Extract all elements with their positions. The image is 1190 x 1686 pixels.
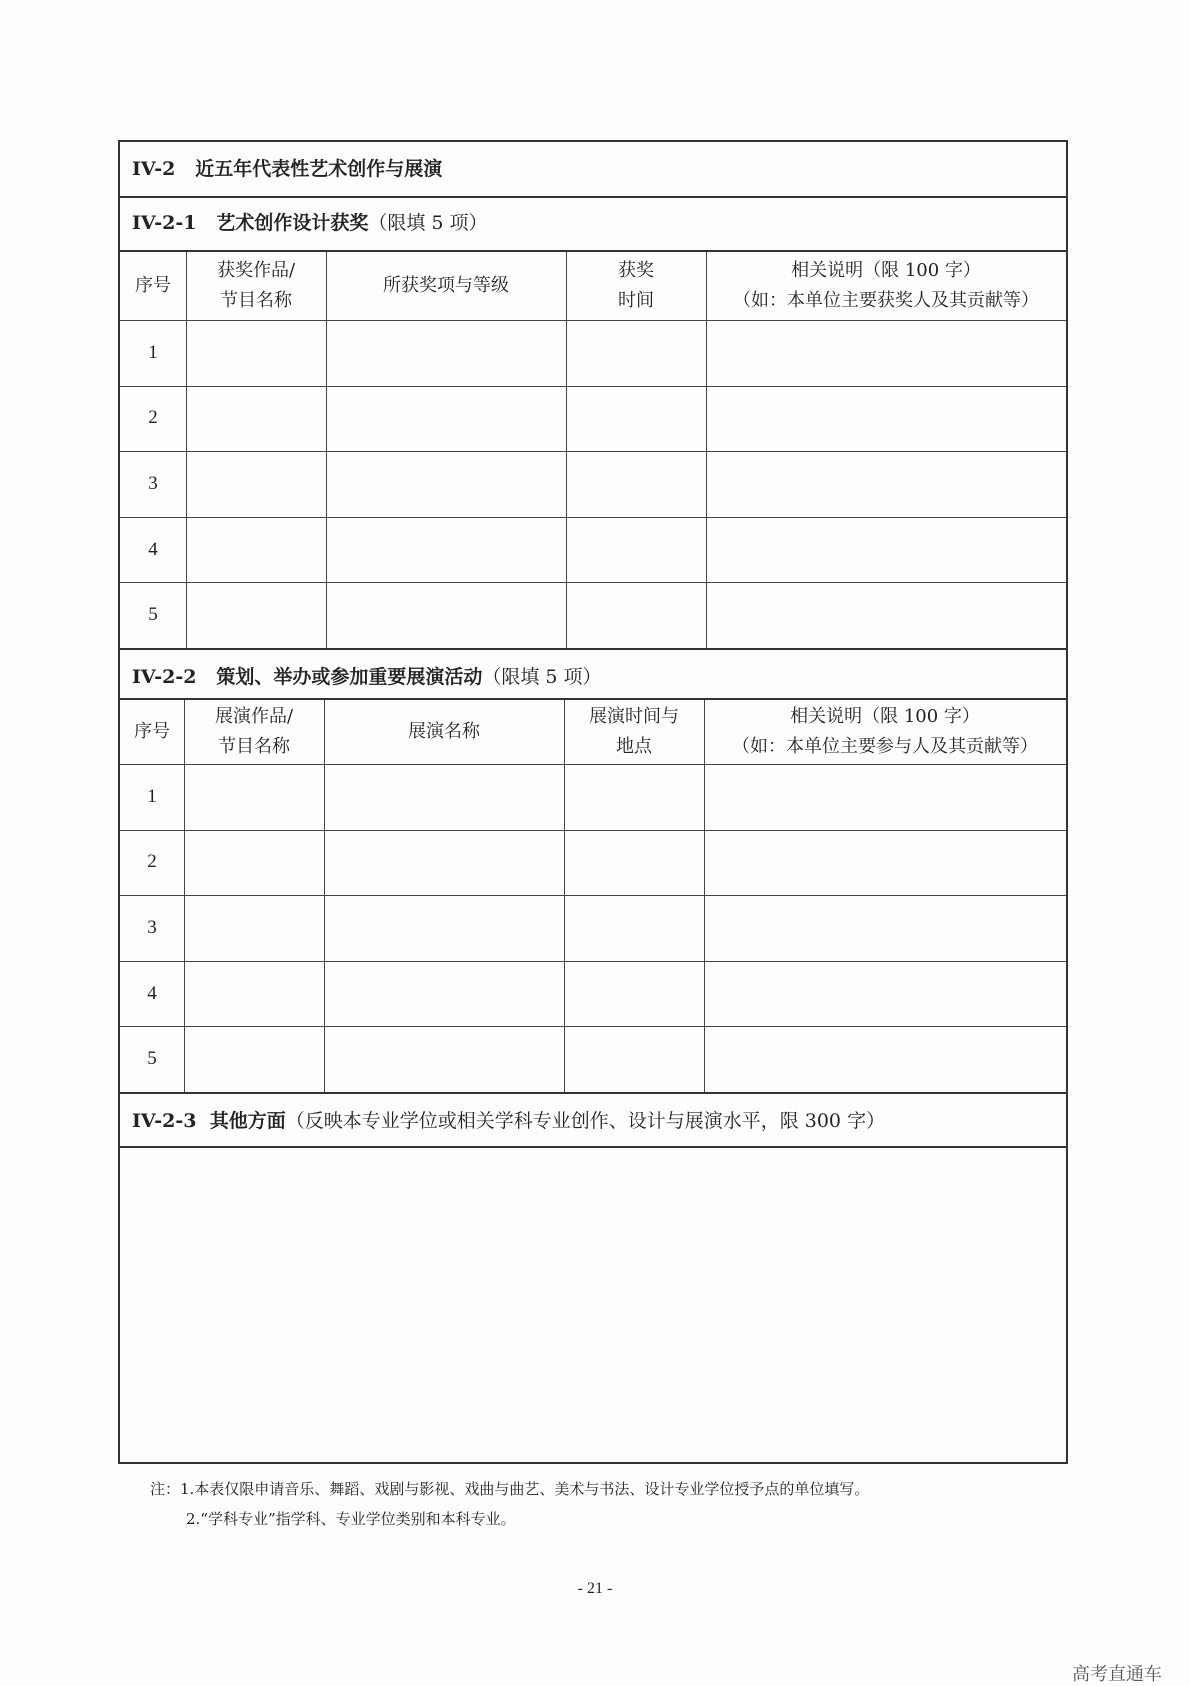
events-fill-cell[interactable] [704,830,1066,896]
divider [120,196,1066,198]
events-header-0: 序号 [134,721,170,742]
awards-header-0: 序号 [135,275,171,296]
awards-title-text: 艺术创作设计获奖 [216,212,369,234]
events-fill-cell[interactable] [324,764,564,830]
awards-fill-cell[interactable] [566,517,706,583]
events-code: IV-2-2 [132,666,197,688]
events-fill-cell[interactable] [564,830,704,896]
events-header-4: 相关说明（限 100 字） （如：本单位主要参与人及其贡献等） [732,706,1038,757]
events-fill-cell[interactable] [704,895,1066,961]
events-fill-cell[interactable] [704,764,1066,830]
awards-header-4: 相关说明（限 100 字） （如：本单位主要获奖人及其贡献等） [733,260,1039,311]
awards-fill-cell[interactable] [706,582,1066,648]
events-fill-cell[interactable] [184,895,324,961]
awards-title [132,208,488,235]
section-title [132,154,442,181]
awards-code: IV-2-1 [132,212,197,234]
awards-fill-cell[interactable] [326,386,566,452]
awards-fill-cell[interactable] [326,582,566,648]
other-text-area[interactable] [120,1148,1066,1462]
divider [120,648,1066,650]
awards-fill-cell[interactable] [566,320,706,386]
awards-fill-cell[interactable] [186,582,326,648]
events-row-number: 1 [147,785,157,807]
events-title-text: 策划、举办或参加重要展演活动 [216,666,483,688]
awards-row-number: 4 [148,538,158,560]
awards-header-1: 获奖作品/ 节目名称 [216,260,296,311]
events-row-number: 5 [147,1048,157,1070]
events-row-number: 2 [147,851,157,873]
awards-fill-cell[interactable] [566,582,706,648]
awards-fill-cell[interactable] [326,320,566,386]
events-fill-cell[interactable] [564,1026,704,1092]
awards-fill-cell[interactable] [186,320,326,386]
events-fill-cell[interactable] [564,764,704,830]
events-title [132,662,602,689]
events-fill-cell[interactable] [324,1026,564,1092]
awards-row-number: 3 [148,472,158,494]
events-fill-cell[interactable] [564,961,704,1027]
awards-fill-cell[interactable] [706,517,1066,583]
events-fill-cell[interactable] [184,764,324,830]
events-header-2: 展演名称 [408,721,480,742]
events-note: （限填 5 项） [482,666,602,688]
events-fill-cell[interactable] [324,830,564,896]
awards-note: （限填 5 项） [368,212,488,234]
awards-fill-cell[interactable] [706,451,1066,517]
watermark: 高考直通车 [1072,1664,1162,1685]
awards-row-number: 2 [148,407,158,429]
awards-row-number: 1 [148,341,158,363]
awards-fill-cell[interactable] [326,517,566,583]
awards-fill-cell[interactable] [566,386,706,452]
other-title-text: 其他方面 [209,1110,286,1132]
events-header-1: 展演作品/ 节目名称 [214,706,294,757]
other-note: （反映本专业学位或相关学科专业创作、设计与展演水平，限 300 字） [285,1110,886,1132]
awards-fill-cell[interactable] [186,451,326,517]
form-table [118,140,1068,1464]
page-number: - 21 - [577,1580,613,1597]
other-title [132,1106,885,1133]
events-fill-cell[interactable] [324,961,564,1027]
events-fill-cell[interactable] [184,1026,324,1092]
awards-fill-cell[interactable] [566,451,706,517]
section-title-text: 近五年代表性艺术创作与展演 [195,158,443,180]
footnote-2: 2.“学科专业”指学科、专业学位类别和本科专业。 [186,1510,516,1528]
events-fill-cell[interactable] [704,1026,1066,1092]
events-fill-cell[interactable] [184,961,324,1027]
awards-header-3: 获奖 时间 [618,260,654,311]
other-code: IV-2-3 [132,1110,197,1132]
section-code: IV-2 [132,158,176,180]
awards-fill-cell[interactable] [706,386,1066,452]
events-fill-cell[interactable] [184,830,324,896]
awards-fill-cell[interactable] [706,320,1066,386]
events-fill-cell[interactable] [324,895,564,961]
awards-header-2: 所获奖项与等级 [383,275,509,296]
divider [120,1092,1066,1094]
events-fill-cell[interactable] [564,895,704,961]
awards-row-number: 5 [148,604,158,626]
awards-fill-cell[interactable] [326,451,566,517]
events-header-3: 展演时间与 地点 [589,706,679,757]
awards-fill-cell[interactable] [186,517,326,583]
awards-fill-cell[interactable] [186,386,326,452]
events-fill-cell[interactable] [704,961,1066,1027]
footnote-1: 注：1.本表仅限申请音乐、舞蹈、戏剧与影视、戏曲与曲艺、美术与书法、设计专业学位授予点的单位填写。 [150,1480,870,1498]
events-row-number: 3 [147,916,157,938]
events-row-number: 4 [147,982,157,1004]
